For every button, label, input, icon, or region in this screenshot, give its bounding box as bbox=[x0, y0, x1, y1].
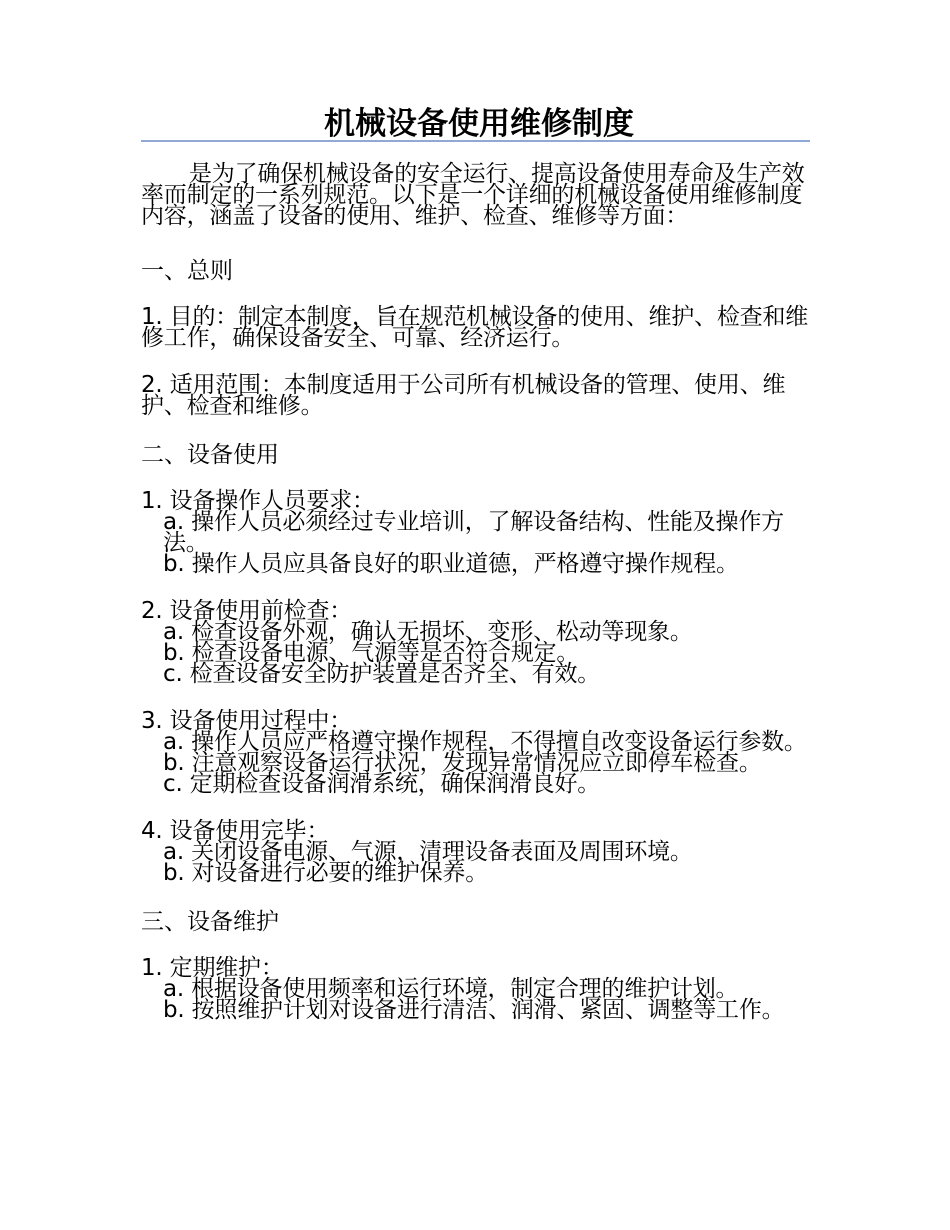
usage-subitem: c. 定期检查设备润滑系统，确保润滑良好。 bbox=[163, 771, 601, 797]
usage-subitem: a. 操作人员应严格遵守操作规程，不得擅自改变设备运行参数。 bbox=[163, 729, 807, 755]
maintenance-subitem: b. 按照维护计划对设备进行清洁、润滑、紧固、调整等工作。 bbox=[163, 997, 785, 1023]
section-heading-general: 一、总则 bbox=[141, 258, 233, 284]
maintenance-item-periodic bbox=[141, 955, 813, 1023]
intro-paragraph: 是为了确保机械设备的安全运行、提高设备使用寿命及生产效率而制定的一系列规范。以下是一个详细的机械设备使用维修制度内容，涵盖了设备的使用、维护、检查、维修等方面： bbox=[141, 161, 805, 229]
document-title: 机械设备使用维修制度 bbox=[324, 106, 634, 142]
usage-subitem: b. 操作人员应具备良好的职业道德，严格遵守操作规程。 bbox=[163, 551, 739, 577]
usage-item-title: 1. 设备操作人员要求： bbox=[141, 488, 375, 514]
usage-item-title: 4. 设备使用完毕： bbox=[141, 818, 330, 844]
usage-subitem: b. 检查设备电源、气源等是否符合规定。 bbox=[163, 640, 580, 666]
usage-subitem: b. 对设备进行必要的维护保养。 bbox=[163, 860, 489, 886]
maintenance-subitem: a. 根据设备使用频率和运行环境，制定合理的维护计划。 bbox=[163, 976, 739, 1002]
maintenance-item-title: 1. 定期维护： bbox=[141, 955, 284, 981]
usage-item-title: 3. 设备使用过程中： bbox=[141, 708, 353, 734]
usage-subitem: a. 操作人员必须经过专业培训，了解设备结构、性能及操作方法。 bbox=[163, 509, 784, 556]
usage-subitem: c. 检查设备安全防护装置是否齐全、有效。 bbox=[163, 661, 601, 687]
general-item-scope: 2. 适用范围：本制度适用于公司所有机械设备的管理、使用、维护、检查和维修。 bbox=[141, 372, 786, 419]
usage-item-operator bbox=[141, 488, 813, 577]
usage-item-after bbox=[141, 818, 813, 886]
section-heading-usage: 二、设备使用 bbox=[141, 442, 279, 468]
usage-subitem: a. 检查设备外观，确认无损坏、变形、松动等现象。 bbox=[163, 619, 693, 645]
usage-subitem: a. 关闭设备电源、气源，清理设备表面及周围环境。 bbox=[163, 839, 693, 865]
usage-item-precheck bbox=[141, 598, 813, 687]
usage-item-during bbox=[141, 708, 813, 797]
document-body bbox=[141, 104, 813, 1047]
usage-subitem: b. 注意观察设备运行状况，发现异常情况应立即停车检查。 bbox=[163, 750, 762, 776]
usage-item-title: 2. 设备使用前检查： bbox=[141, 598, 353, 624]
general-item-purpose: 1. 目的：制定本制度，旨在规范机械设备的使用、维护、检查和维修工作，确保设备安全、可靠、经济运行。 bbox=[141, 304, 809, 351]
section-heading-maintenance: 三、设备维护 bbox=[141, 909, 279, 935]
